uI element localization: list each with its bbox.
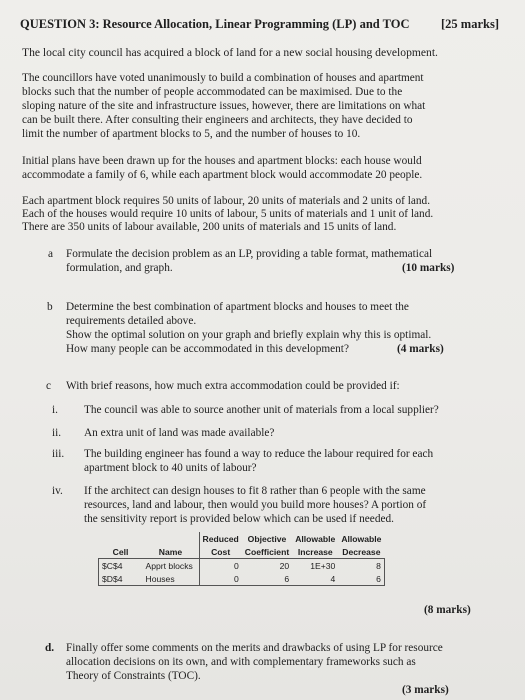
table-header-cell: Name — [158, 546, 183, 557]
part-c-marks: (8 marks) — [424, 604, 471, 616]
part-c-item-ii-number: ii. — [52, 427, 62, 439]
table-cell: $C$4 — [99, 559, 143, 573]
part-c-item-iv-line-1: If the architect can design houses to fit 8 rather than 6 people with the same — [84, 485, 426, 497]
table-header-cell: Allowable — [341, 533, 382, 544]
part-d-line-2: allocation decisions on its own, and with complementary frameworks such as — [66, 656, 416, 668]
table-header-cell: Allowable — [295, 533, 336, 544]
part-b-marks: (4 marks) — [397, 343, 444, 355]
intro-paragraph-2-line-2: blocks such that the number of people accommodated can be maximised. Due to the — [22, 86, 403, 98]
table-cell: 8 — [338, 559, 384, 573]
table-header-cell: Reduced — [199, 532, 242, 545]
part-c-item-iii-number: iii. — [52, 448, 65, 460]
table-cell: 0 — [199, 559, 242, 573]
part-c-letter: c — [46, 380, 52, 392]
part-b-line-1: Determine the best combination of apartment blocks and houses to meet the — [66, 301, 409, 313]
table-header-cell: Decrease — [342, 546, 381, 557]
part-c-item-iii-line-2: apartment block to 40 units of labour? — [84, 462, 257, 474]
part-a-letter: a — [48, 248, 54, 260]
table-cell: Apprt blocks — [143, 559, 200, 573]
part-c-item-iv-line-2: resources, land and labour, then would you build more houses? A portion of — [84, 499, 427, 511]
intro-paragraph-3-line-1: Initial plans have been drawn up for the houses and apartment blocks: each house would — [22, 155, 422, 167]
part-a-line-1: Formulate the decision problem as an LP, providing a table format, mathematical — [66, 248, 433, 260]
part-a-line-2: formulation, and graph. — [66, 262, 173, 274]
part-c-intro: With brief reasons, how much extra accommodation could be provided if: — [66, 380, 400, 392]
part-c-item-iii-line-1: The building engineer has found a way to reduce the labour required for each — [84, 448, 434, 460]
part-c-item-i-line-1: The council was able to source another unit of materials from a local supplier? — [84, 404, 439, 416]
part-b-letter: b — [47, 301, 53, 313]
table-header-cell: Coefficient — [244, 546, 290, 557]
table-cell: 6 — [338, 572, 384, 586]
part-b-line-2: requirements detailed above. — [66, 315, 197, 327]
part-b-line-4: How many people can be accommodated in this development? — [66, 343, 349, 355]
part-d-line-1: Finally offer some comments on the merits and drawbacks of using LP for resource — [66, 642, 443, 654]
table-cell: 6 — [242, 572, 292, 586]
part-c-item-iv-number: iv. — [52, 485, 63, 497]
part-c-item-iv-line-3: the sensitivity report is provided below which can be used if needed. — [84, 513, 394, 525]
intro-paragraph-4-line-3: There are 350 units of labour available, 200 units of materials and 15 units of land. — [22, 221, 397, 233]
table-row — [99, 559, 385, 573]
part-d-line-3: Theory of Constraints (TOC). — [66, 670, 201, 682]
intro-paragraph-2-line-5: limit the number of apartment blocks to 5, and the number of houses to 10. — [22, 128, 361, 140]
intro-paragraph-2-line-1: The councillors have voted unanimously to build a combination of houses and apartment — [22, 72, 424, 84]
sensitivity-report-table — [98, 532, 385, 586]
intro-paragraph-4-line-2: Each of the houses would require 10 units of labour, 5 units of materials and 1 unit of land. — [22, 208, 434, 220]
question-title: QUESTION 3: Resource Allocation, Linear Programming (LP) and TOC — [20, 17, 410, 31]
intro-paragraph-4-line-1: Each apartment block requires 50 units of labour, 20 units of materials and 2 units of land. — [22, 195, 431, 207]
part-c-item-i-number: i. — [52, 404, 58, 416]
table-header-cell: Increase — [297, 546, 333, 557]
table-cell: 1E+30 — [292, 559, 338, 573]
part-c-item-ii-line-1: An extra unit of land was made available? — [84, 427, 275, 439]
table-cell: 20 — [242, 559, 292, 573]
intro-paragraph-2-line-4: can be built there. After consulting their engineers and architects, they have decided to — [22, 114, 413, 126]
part-b-line-3: Show the optimal solution on your graph and briefly explain why this is optimal. — [66, 329, 432, 341]
table-cell: Houses — [143, 572, 200, 586]
table-header-cell: Cell — [112, 546, 129, 557]
table-header-cell — [99, 532, 143, 545]
part-d-letter: d. — [45, 642, 55, 654]
question-marks: [25 marks] — [441, 17, 499, 31]
part-d-marks: (3 marks) — [402, 684, 449, 696]
intro-paragraph-3-line-2: accommodate a family of 6, while each apartment block would accommodate 20 people. — [22, 169, 423, 181]
table-cell: 4 — [292, 572, 338, 586]
table-header-cell — [143, 532, 200, 545]
intro-paragraph-2-line-3: sloping nature of the site and infrastructure issues, however, there are limitations on what — [22, 100, 426, 112]
part-a-marks: (10 marks) — [402, 262, 455, 274]
table-cell: 0 — [199, 572, 242, 586]
table-row — [99, 572, 385, 586]
table-cell: $D$4 — [99, 572, 143, 586]
table-header-cell: Cost — [199, 545, 242, 559]
intro-paragraph-1: The local city council has acquired a block of land for a new social housing development. — [22, 46, 438, 59]
table-header-cell: Objective — [247, 533, 287, 544]
